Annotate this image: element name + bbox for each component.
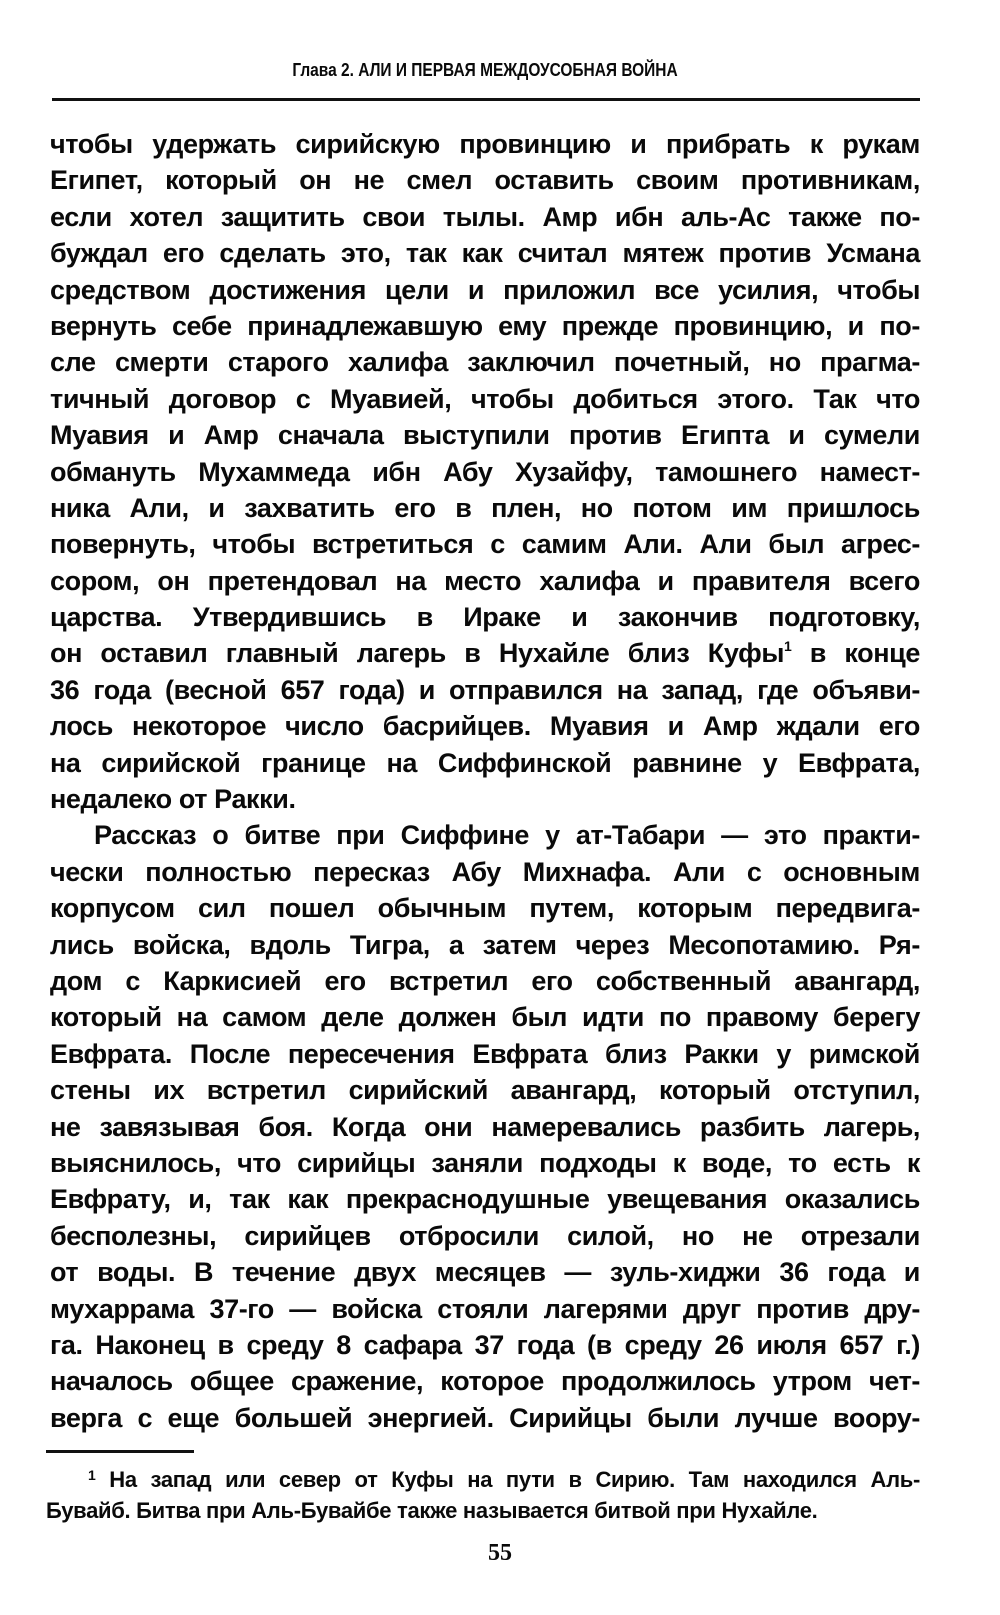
footnote-marker: 1 bbox=[88, 1467, 96, 1483]
running-head: Глава 2. АЛИ И ПЕРВАЯ МЕЖДОУСОБНАЯ ВОЙНА bbox=[292, 60, 678, 80]
text-line: чески полностью пересказ Абу Михнафа. Али с основным bbox=[50, 856, 920, 887]
text-line: не завязывая боя. Когда они намеревались разбить лагерь, bbox=[50, 1111, 920, 1142]
text-line: если хотел защитить свои тылы. Амр ибн аль-Ас также по- bbox=[50, 201, 920, 232]
footnote-line bbox=[46, 1464, 920, 1495]
page-number: 55 bbox=[488, 1540, 512, 1566]
footnote-line: Бувайб. Битва при Аль-Бувайбе также называется битвой при Нухайле. bbox=[46, 1498, 818, 1523]
text-line: от воды. В течение двух месяцев — зуль-хиджи 36 года и bbox=[50, 1257, 920, 1288]
paragraph-start-line: Рассказ о битве при Сиффине у ат-Табари — это практи- bbox=[94, 820, 920, 851]
text-line: началось общее сражение, которое продолжилось утром чет- bbox=[50, 1366, 920, 1397]
footnote-separator bbox=[46, 1450, 194, 1453]
text-line: недалеко от Ракки. bbox=[50, 784, 296, 815]
text-line: чтобы удержать сирийскую провинцию и прибрать к рукам bbox=[50, 129, 920, 159]
text-line: дом с Каркисией его встретил его собственный авангард, bbox=[50, 965, 920, 996]
text-line: который на самом деле должен был идти по правому берегу bbox=[50, 1002, 920, 1033]
text-line: 36 года (весной 657 года) и отправился на запад, где объяви- bbox=[50, 674, 920, 705]
text-line: бесполезны, сирийцев отбросили силой, но не отрезали bbox=[50, 1220, 920, 1251]
text-line: Египет, который он не смел оставить своим противникам, bbox=[50, 165, 920, 196]
text-line: Евфрату, и, так как прекраснодушные увещевания оказались bbox=[50, 1184, 920, 1215]
header-rule bbox=[52, 98, 920, 101]
text-line: лось некоторое число басрийцев. Муавия и Амр ждали его bbox=[50, 711, 920, 742]
text-line: сором, он претендовал на место халифа и правителя всего bbox=[50, 565, 920, 596]
text-line: лись войска, вдоль Тигра, а затем через Месопотамию. Ря- bbox=[50, 929, 920, 960]
text-line: Муавия и Амр сначала выступили против Египта и сумели bbox=[50, 420, 920, 451]
text-line: средством достижения цели и приложил все усилия, чтобы bbox=[50, 274, 920, 305]
footnote-text: На запад или север от Куфы на пути в Сирию. Там находился Аль- bbox=[109, 1467, 921, 1492]
text-line: царства. Утвердившись в Ираке и закончив подготовку, bbox=[50, 602, 920, 633]
text-line: га. Наконец в среду 8 сафара 37 года (в среду 26 июля 657 г.) bbox=[50, 1329, 920, 1360]
text-line: обмануть Мухаммеда ибн Абу Хузайфу, тамошнего намест- bbox=[50, 456, 920, 487]
body-text bbox=[50, 126, 920, 1436]
text-line: верга с еще большей энергией. Сирийцы были лучше воору- bbox=[50, 1402, 920, 1433]
text-line: сле смерти старого халифа заключил почетный, но прагма- bbox=[50, 347, 920, 378]
text-line: стены их встретил сирийский авангард, который отступил, bbox=[50, 1075, 920, 1106]
text-line: буждал его сделать это, так как считал мятеж против Усмана bbox=[50, 238, 920, 269]
text-line: тичный договор с Муавией, чтобы добиться этого. Так что bbox=[50, 383, 920, 414]
text-line: ника Али, и захватить его в плен, но потом им пришлось bbox=[50, 492, 920, 523]
text-line: корпусом сил пошел обычным путем, которым передвига- bbox=[50, 893, 920, 924]
text-segment: в конце bbox=[791, 638, 920, 669]
text-line: повернуть, чтобы встретиться с самим Али. Али был агрес- bbox=[50, 529, 920, 560]
text-line: мухаррама 37-го — войска стояли лагерями друг против дру- bbox=[50, 1293, 920, 1324]
text-line-with-footnote-ref bbox=[50, 635, 920, 671]
text-line: Евфрата. После пересечения Евфрата близ Ракки у римской bbox=[50, 1038, 920, 1069]
text-line: выяснилось, что сирийцы заняли подходы к воде, то есть к bbox=[50, 1147, 920, 1178]
footnote bbox=[46, 1464, 920, 1526]
footnote-reference[interactable]: 1 bbox=[783, 638, 792, 655]
text-line: вернуть себе принадлежавшую ему прежде провинцию, и по- bbox=[50, 310, 920, 341]
text-line: на сирийской границе на Сиффинской равнине у Евфрата, bbox=[50, 747, 920, 778]
text-segment: он оставил главный лагерь в Нухайле близ Куфы bbox=[50, 638, 784, 669]
